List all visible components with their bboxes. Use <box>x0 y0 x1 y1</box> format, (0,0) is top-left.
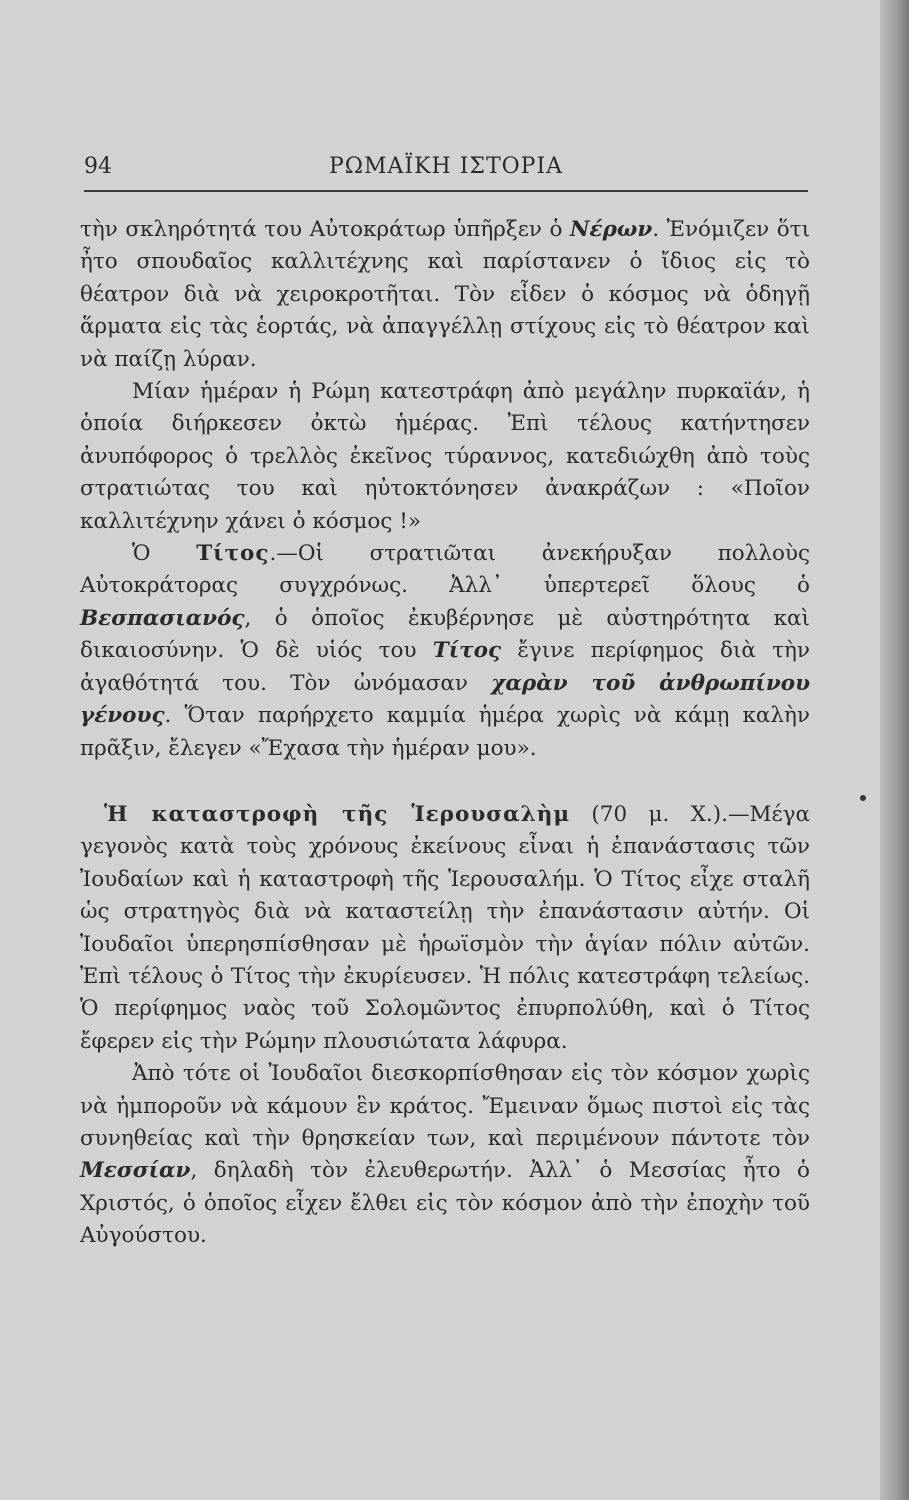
text-run: Ἀπὸ τότε οἱ Ἰουδαῖοι διεσκορπίσθησαν εἰς τὸν κόσμον χωρὶς νὰ ἠμποροῦν νὰ κάμουν ἓν κράτος. Ἔμειναν ὅμως πιστοὶ εἰς τὰς συνηθείας καὶ τὴν θρησκείαν των, καὶ περιμένουν πάντοτε τὸν <box>80 1061 810 1151</box>
text-run: , δηλαδὴ τὸν ἐλευθερωτήν. Ἀλλ᾽ ὁ Μεσσίας ἦτο ὁ Χριστός, ὁ ὁποῖος εἶχεν ἔλθει εἰς τὸν κόσμον ἀπὸ τὴν ἐποχὴν τοῦ Αὐγούστου. <box>80 1158 810 1249</box>
paragraph-p1 <box>80 214 810 376</box>
emphasized-term: Μεσσίαν <box>80 1158 191 1184</box>
running-title: ΡΩΜΑΪΚΗ ΙΣΤΟΡΙΑ <box>328 154 564 179</box>
emphasized-term: Ἡ καταστροφὴ τῆς Ἱερουσαλὴμ <box>104 801 571 827</box>
text-run: τὴν σκληρότητά του Αὐτοκράτωρ ὑπῆρξεν ὁ <box>80 217 570 242</box>
text-run: Ὁ <box>132 541 197 567</box>
text-run: , ὁ ὁποῖος ἐκυβέρνησε μὲ αὐστηρότητα καὶ δικαιοσύνην. Ὁ δὲ υἱός του <box>80 605 810 664</box>
paragraph-p4 <box>80 799 810 1058</box>
text-run: ἔγινε περίφημος διὰ τὴν ἀγαθότητά του. Τὸν ὠνόμασαν <box>80 638 810 696</box>
header-rule <box>84 190 808 192</box>
text-run: . Ἐνόμιζεν ὅτι ἦτο σπουδαῖος καλλιτέχνης καὶ παρίστανεν ὁ ἴδιος εἰς τὸ θέατρον διὰ νὰ χειροκροτῆται. Τὸν εἶδεν ὁ κόσμος νὰ ὁδηγῇ ἅρματα εἰς τὰς ἑορτάς, νὰ ἀπαγγέλλῃ στίχους εἰς τὸ θέατρον καὶ νὰ παίζῃ λύραν. <box>80 217 811 372</box>
body-text <box>80 214 810 1253</box>
emphasized-term: χαρὰν τοῦ ἀνθρωπίνου γένους <box>80 670 811 729</box>
page-number: 94 <box>84 154 112 179</box>
emphasized-term: Νέρων <box>569 217 653 242</box>
text-run: . Ὅταν παρήρχετο καμμία ἡμέρα χωρὶς νὰ κάμῃ καλὴν πρᾶξιν, ἔλεγεν «Ἔχασα τὴν ἡμέραν μου». <box>80 703 810 761</box>
emphasized-term: Τίτος <box>432 638 502 664</box>
text-run: Μίαν ἡμέραν ἡ Ρώμη κατεστράφη ἀπὸ μεγάλην πυρκαϊάν, ἡ ὁποία διήρκεσεν ὀκτὼ ἡμέρας. Ἐπὶ τέλους κατήντησεν ἀνυπόφορος ὁ τρελλὸς ἐκεῖνος τύραννος, κατεδιώχθη ἀπὸ τοὺς στρατιώτας του καὶ ηὐτοκτόνησεν ἀνακράζων : «Ποῖον καλλιτέχνην χάνει ὁ κόσμος !» <box>80 379 810 534</box>
page-binding-shadow <box>880 0 909 1500</box>
ink-speck <box>860 795 866 801</box>
emphasized-term: Τίτος <box>196 541 270 567</box>
text-run: .—Οἱ στρατιῶται ἀνεκήρυξαν πολλοὺς Αὐτοκράτορας συγχρόνως. Ἀλλ᾽ ὑπερτερεῖ ὅλους ὁ <box>80 541 811 599</box>
paragraph-p5 <box>80 1058 810 1252</box>
page-header <box>84 148 808 188</box>
text-run: (70 μ. Χ.).—Μέγα γεγονὸς κατὰ τοὺς χρόνους ἐκείνους εἶναι ἡ ἐπανάστασις τῶν Ἰουδαίων καὶ ἡ καταστροφὴ τῆς Ἱερουσαλήμ. Ὁ Τίτος εἶχε σταλῆ ὡς στρατηγὸς διὰ νὰ καταστείλῃ τὴν ἐπανάστασιν αὐτήν. Οἱ Ἰουδαῖοι ὑπερησπίσθησαν μὲ ἡρωϊσμὸν τὴν ἁγίαν πόλιν αὐτῶν. Ἐπὶ τέλους ὁ Τίτος τὴν ἐκυρίευσεν. Ἡ πόλις κατεστράφη τελείως. Ὁ περίφημος ναὸς τοῦ Σολομῶντος ἐπυρπολύθη, καὶ ὁ Τίτος ἔφερεν εἰς τὴν Ρώμην πλουσιώτατα λάφυρα. <box>80 801 810 1054</box>
emphasized-term: Βεσπασιανός <box>80 605 245 631</box>
paragraph-p2 <box>80 376 810 538</box>
paragraph-p3 <box>80 538 810 765</box>
